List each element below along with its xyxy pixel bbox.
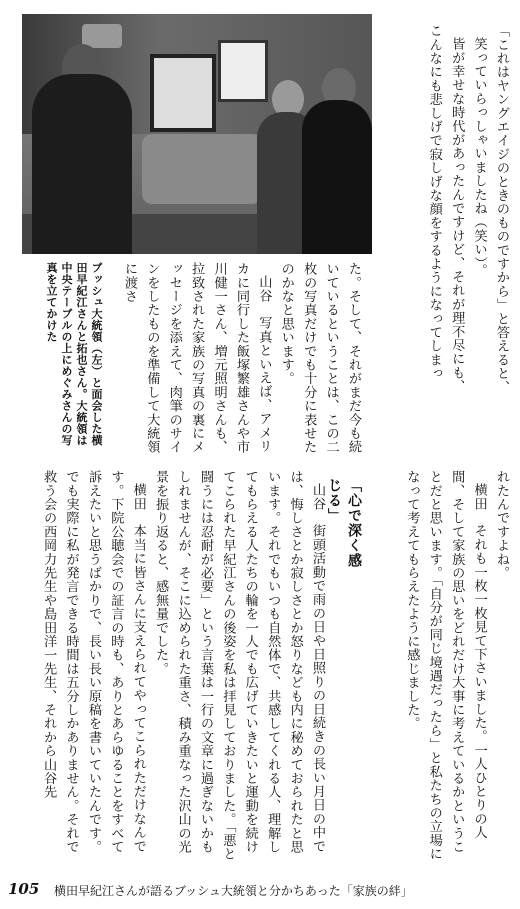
text-column-bottom — [8, 470, 328, 865]
paragraph: 横田 それも一枚一枚見て下さいました。一人ひとりの人間、そして家族の思いをどれだけ大事に考えているかということだと思います。「自分が同じ境遇だったら」と私たちの立場になって考えてもらえたように感じました。 — [404, 470, 487, 861]
text-column-right — [374, 470, 512, 865]
photo-caption: ブッシュ大統領（左）と面会した横田早紀江さんと拓也さん。大統領は中央テーブルの上にめぐみさんの写真を立てかけた — [45, 262, 103, 446]
page-footer — [8, 880, 518, 902]
paragraph: 「これはヤングエイジのときのものですから」と答えると、 — [494, 24, 509, 394]
text-column-middle — [112, 262, 364, 458]
paragraph: 山谷 写真といえば、アメリカに同行した飯塚繁雄さんや市川健一さん、増元照明さんも、拉致された家族の写真の裏にメッセージを添えて、肉筆のサインをしたものを準備して大統領に渡さ — [121, 262, 272, 454]
photo-person-right — [302, 100, 372, 254]
photo-person-left — [32, 74, 132, 254]
paragraph: 横田 本当に皆さんに支えられてやってこられただけなんです。下院公聴会での証言の時も、ありとあらゆることをすべて訴えたいと思うばかりで、長い長い原稿を書いていたんです。でも実際に私が発言できる時間は五分しかありません。それで救う会の西岡力先生や島田洋一先生、それから山谷先 — [41, 470, 146, 854]
page-number: 105 — [8, 880, 40, 898]
paragraph: 山谷 街頭活動で雨の日や日照りの日続きの長い月日の中では、悔しさとか寂しさとか怒りなども内に秘めておられたと思います。それでもいつも自然体で、共感してくれる人、理解してもらえる人たちの輪を一人でも広げていきたいと運動を続けてこられた早紀江さんの後姿を私は拝見しておりました。「悪と闘うには忍耐が必要」という言葉は一行の文章に過ぎないかもしれませんが、そこに込められた重さ、積み重なった沢山の光景を振り返ると、感無量でした。 — [153, 470, 325, 861]
text-column-top — [374, 24, 512, 458]
paragraph: こんなにも悲しげで寂しげな顔をするようになってしまっ — [426, 24, 442, 381]
photo-sofa — [142, 134, 262, 204]
paragraph: た。そして、それがまだ今も続いているということは、この二枚の写真だけでも十分に表せたのかなと思います。 — [278, 262, 361, 454]
paragraph: れたんですよね。 — [494, 470, 509, 580]
paragraph: 笑っていらっしゃいましたね（笑い）。 — [471, 37, 487, 278]
photo-portrait-frame — [218, 40, 268, 102]
paragraph: 皆が幸せな時代があったんですけど、それが理不尽にも、 — [449, 37, 465, 394]
meeting-photo — [22, 14, 372, 254]
section-heading: 「心で深く感じる」 — [326, 478, 362, 568]
running-title: 横田早紀江さんが語るブッシュ大統領と分かちあった「家族の絆」 — [54, 884, 413, 898]
photo-picture-frame — [150, 54, 216, 132]
